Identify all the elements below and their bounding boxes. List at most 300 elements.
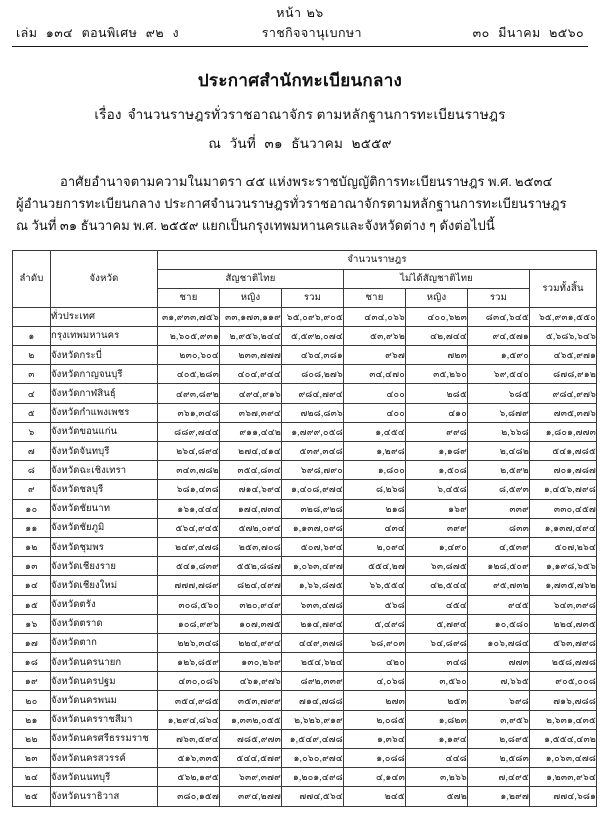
row-nonthai-female: ๓๕,๒๖๐ xyxy=(406,365,468,384)
table-row xyxy=(13,653,597,672)
row-province: จังหวัดตราด xyxy=(51,614,158,633)
row-nonthai-male: ๔๐๐ xyxy=(344,403,406,422)
page-label: หน้า xyxy=(276,6,302,20)
subject-keyword: เรื่อง xyxy=(94,106,122,122)
effective-day: ๓๑ xyxy=(264,135,283,151)
row-thai-total: ๑,๕๔๙,๔๗๘ xyxy=(282,729,344,748)
row-grand-total: ๑,๑๓๗,๔๙๔ xyxy=(530,518,597,537)
paragraph-line-2: ผู้อำนวยการทะเบียนกลาง ประกาศจำนวนราษฎรทั่วราชอาณาจักรตามหลักฐานการทะเบียนราษฎร xyxy=(16,195,567,211)
row-thai-male: ๕๔๑,๘๓๙ xyxy=(158,557,220,576)
row-nonthai-total: ๔,๕๓๙ xyxy=(468,537,530,556)
row-nonthai-total: ๗,๖๖๕ xyxy=(468,672,530,691)
row-grand-total: ๒๒๔,๗๓๕ xyxy=(530,614,597,633)
row-grand-total: ๑,๔๕๖,๗๙๘ xyxy=(530,480,597,499)
row-thai-total: ๑,๐๖๓,๔๙๗ xyxy=(282,557,344,576)
row-thai-female: ๕๗๒,๐๙๔ xyxy=(220,518,282,537)
row-thai-male: ๒๔๙,๔๗๘ xyxy=(158,537,220,556)
row-thai-male: ๖๘๑,๔๓๘ xyxy=(158,480,220,499)
row-thai-female: ๓๙๔,๒๗๗ xyxy=(220,787,282,806)
row-thai-female: ๓๕๔,๘๓๔ xyxy=(220,461,282,480)
row-grand-total: ๔๖๕,๙๗๑ xyxy=(530,346,597,365)
row-nonthai-male: ๕๓,๙๖๒ xyxy=(344,326,406,345)
document-effective-date xyxy=(10,132,590,154)
row-seq: ๒๒ xyxy=(13,729,51,748)
row-thai-male: ๒๓๐,๖๐๔ xyxy=(158,346,220,365)
row-province: จังหวัดนครศรีธรรมราช xyxy=(51,729,158,748)
row-nonthai-total: ๒,๖๖๘ xyxy=(468,422,530,441)
row-thai-female: ๑๐๗,๓๗๕ xyxy=(220,614,282,633)
row-nonthai-male: ๒๔๕ xyxy=(344,787,406,806)
row-thai-total: ๓๒๘,๙๒๘ xyxy=(282,499,344,518)
row-thai-total: ๖๓๓,๔๗๘ xyxy=(282,595,344,614)
row-thai-female: ๔๖๑,๙๗๖ xyxy=(220,672,282,691)
row-nonthai-total: ๓๓๙ xyxy=(468,499,530,518)
row-seq: ๑๗ xyxy=(13,633,51,652)
row-nonthai-male: ๔๐๐ xyxy=(344,384,406,403)
row-seq: ๖ xyxy=(13,422,51,441)
row-thai-total: ๗๑๔,๗๘๘ xyxy=(282,691,344,710)
row-seq: ๒ xyxy=(13,346,51,365)
row-nonthai-total: ๖๙,๕๔๐ xyxy=(468,365,530,384)
row-grand-total: ๑,๕๕๔,๔๓๒ xyxy=(530,729,597,748)
row-grand-total: ๘๗๘,๙๑๒ xyxy=(530,365,597,384)
table-row xyxy=(13,672,597,691)
table-row xyxy=(13,557,597,576)
row-nonthai-male: ๔,๐๖๘ xyxy=(344,672,406,691)
row-province: จังหวัดนราธิวาส xyxy=(51,787,158,806)
row-nonthai-female: ๒๕๓ xyxy=(406,691,468,710)
table-row xyxy=(13,710,597,729)
row-nonthai-male: ๒๗๓ xyxy=(344,691,406,710)
row-nonthai-male: ๖๖,๕๕๔ xyxy=(344,576,406,595)
col-header-thai-total: รวม xyxy=(282,288,344,307)
section-number: ๙๒ xyxy=(145,25,164,40)
row-thai-total: ๘๐๘,๒๗๖ xyxy=(282,365,344,384)
row-nonthai-male: ๔๒๐ xyxy=(344,653,406,672)
row-nonthai-female: ๙๙๘ xyxy=(406,422,468,441)
row-nonthai-total: ๖,๘๗๙ xyxy=(468,403,530,422)
row-nonthai-male: ๘,๒๖๘ xyxy=(344,480,406,499)
row-thai-male: ๑๐๘,๙๙๖ xyxy=(158,614,220,633)
row-thai-male: ๓๘๐,๑๕๗ xyxy=(158,787,220,806)
row-province: จังหวัดกระบี่ xyxy=(51,346,158,365)
row-thai-male: ๓๑,๙๓๓,๗๕๖ xyxy=(158,307,220,326)
row-grand-total: ๑,๒๓๓,๙๖๔ xyxy=(530,768,597,787)
row-nonthai-total: ๙๔,๕๗๑ xyxy=(468,326,530,345)
row-nonthai-total: ๖๘๕ xyxy=(468,384,530,403)
row-thai-total: ๑,๑๓๗,๐๙๘ xyxy=(282,518,344,537)
row-grand-total: ๕๔๑,๗๘๕ xyxy=(530,442,597,461)
row-thai-female: ๔๙๔,๙๑๖ xyxy=(220,384,282,403)
paragraph-line-1-text: อาศัยอำนาจตามความในมาตรา ๔๕ แห่งพระราชบัญญัติการทะเบียนราษฎร พ.ศ. ๒๕๓๔ xyxy=(60,173,553,189)
row-province: จังหวัดนครสวรรค์ xyxy=(51,749,158,768)
row-thai-total: ๗๒๘,๘๓๖ xyxy=(282,403,344,422)
row-nonthai-total: ๓,๙๕๖ xyxy=(468,710,530,729)
date-prefix: ณ xyxy=(208,135,222,151)
table-row xyxy=(13,403,597,422)
row-nonthai-total: ๘๓๔,๖๔๕ xyxy=(468,307,530,326)
row-nonthai-male: ๖๘,๙๐๓ xyxy=(344,633,406,652)
row-thai-total: ๔๖๔,๓๘๑ xyxy=(282,346,344,365)
table-row xyxy=(13,307,597,326)
row-nonthai-male: ๔๓๔,๐๖๖ xyxy=(344,307,406,326)
row-nonthai-female: ๒๘๕ xyxy=(406,384,468,403)
row-seq: ๑๖ xyxy=(13,614,51,633)
row-nonthai-female: ๓,๒๖๖ xyxy=(406,768,468,787)
table-row xyxy=(13,768,597,787)
row-seq: ๒๐ xyxy=(13,691,51,710)
row-seq: ๑๕ xyxy=(13,595,51,614)
row-nonthai-male: ๑,๓๖๔ xyxy=(344,729,406,748)
row-nonthai-female: ๑๖๙ xyxy=(406,499,468,518)
row-grand-total: ๕๐๗,๒๖๔ xyxy=(530,537,597,556)
header-row-1 xyxy=(13,250,597,269)
row-thai-female: ๓๒๐,๙๔๙ xyxy=(220,595,282,614)
row-thai-female: ๘๒๔,๔๙๗ xyxy=(220,576,282,595)
row-province: จังหวัดตรัง xyxy=(51,595,158,614)
row-grand-total: ๓๓๐,๔๕๗ xyxy=(530,499,597,518)
document-subject xyxy=(10,103,590,125)
row-nonthai-female: ๕,๗๙๔ xyxy=(406,614,468,633)
row-thai-male: ๓๖๑,๓๔๘ xyxy=(158,403,220,422)
row-thai-female: ๗๑๔,๖๙๔ xyxy=(220,480,282,499)
row-province: จังหวัดกาญจนบุรี xyxy=(51,365,158,384)
row-nonthai-male: ๔,๑๔๓ xyxy=(344,768,406,787)
col-header-grand-total: รวมทั้งสิ้น xyxy=(530,269,597,307)
row-nonthai-female: ๑,๘๒๓ xyxy=(406,710,468,729)
paragraph-line-1 xyxy=(16,171,584,193)
row-grand-total: ๑,๘๐๑,๗๗๓ xyxy=(530,422,597,441)
row-seq: ๒๔ xyxy=(13,768,51,787)
row-thai-total: ๖๕,๐๙๖,๙๐๕ xyxy=(282,307,344,326)
row-nonthai-female: ๑,๕๐๘ xyxy=(406,461,468,480)
row-seq: ๕ xyxy=(13,403,51,422)
row-grand-total: ๗๐๑,๗๘๗ xyxy=(530,461,597,480)
row-thai-female: ๒๕๓,๗๐๘ xyxy=(220,537,282,556)
row-province: จังหวัดนครพนม xyxy=(51,691,158,710)
row-thai-female: ๒๗๔,๔๑๔ xyxy=(220,442,282,461)
col-header-thai-nationality: สัญชาติไทย xyxy=(158,269,344,288)
row-nonthai-male: ๓๔,๔๗๐ xyxy=(344,365,406,384)
row-thai-female: ๔๐๔,๙๔๔ xyxy=(220,365,282,384)
row-thai-female: ๓๕๓,๗๙๙ xyxy=(220,691,282,710)
row-nonthai-female: ๓๙๙ xyxy=(406,518,468,537)
table-row xyxy=(13,346,597,365)
row-nonthai-female: ๑,๑๙๔ xyxy=(406,729,468,748)
table-row xyxy=(13,499,597,518)
row-thai-male: ๑๒๖,๘๕๙ xyxy=(158,653,220,672)
row-thai-male: ๔๙๓,๘๙๒ xyxy=(158,384,220,403)
table-row xyxy=(13,787,597,806)
effective-month: ธันวาคม xyxy=(291,135,344,151)
row-nonthai-female: ๔๕๔ xyxy=(406,595,468,614)
row-nonthai-total: ๑๒๘,๕๐๙ xyxy=(468,557,530,576)
date-word: วันที่ xyxy=(229,135,256,151)
row-thai-male: ๑๖๑,๔๔๔ xyxy=(158,499,220,518)
table-row xyxy=(13,480,597,499)
row-thai-total: ๕,๕๙๒,๐๗๔ xyxy=(282,326,344,345)
row-thai-female: ๓๖๗,๓๙๔ xyxy=(220,403,282,422)
row-seq: ๑๘ xyxy=(13,653,51,672)
row-thai-male: ๕๖๒,๑๙๕ xyxy=(158,768,220,787)
row-grand-total: ๗๗๔,๖๘๑ xyxy=(530,787,597,806)
row-thai-total: ๙๘๔,๗๙๔ xyxy=(282,384,344,403)
row-thai-male: ๒,๖๐๕,๙๓๑ xyxy=(158,326,220,345)
col-header-province: จังหวัด xyxy=(51,250,158,307)
volume-number: ๑๓๔ xyxy=(45,25,74,40)
table-row xyxy=(13,518,597,537)
row-nonthai-female: ๔๔๘ xyxy=(406,749,468,768)
row-province: ทั่วประเทศ xyxy=(51,307,158,326)
col-header-population: จำนวนราษฎร xyxy=(158,250,597,269)
row-seq: ๑๙ xyxy=(13,672,51,691)
row-nonthai-male: ๒,๐๘๕ xyxy=(344,710,406,729)
row-nonthai-total: ๒,๔๘๒ xyxy=(468,442,530,461)
date-year: ๒๕๖๐ xyxy=(549,25,584,40)
subject-text: จำนวนราษฎรทั่วราชอาณาจักร ตามหลักฐานการทะเบียนราษฎร xyxy=(127,106,506,122)
row-province: จังหวัดตาก xyxy=(51,633,158,652)
date-day: ๓๐ xyxy=(472,25,490,40)
table-row xyxy=(13,691,597,710)
row-thai-female: ๑,๓๓๒,๐๕๕ xyxy=(220,710,282,729)
col-header-nonthai-male: ชาย xyxy=(344,288,406,307)
volume-info xyxy=(16,23,179,43)
row-thai-female: ๕๔๔,๕๗๙ xyxy=(220,749,282,768)
row-grand-total: ๕,๖๘๖,๖๔๖ xyxy=(530,326,597,345)
row-province: จังหวัดนครนายก xyxy=(51,653,158,672)
page-number: ๒๖ xyxy=(306,6,324,20)
row-seq: ๑ xyxy=(13,326,51,345)
row-thai-female: ๑๗๔,๗๓๔ xyxy=(220,499,282,518)
row-thai-total: ๒,๖๒๖,๙๑๙ xyxy=(282,710,344,729)
row-grand-total: ๗๓๕,๓๗๖ xyxy=(530,403,597,422)
row-thai-total: ๑,๗๙๙,๐๕๘ xyxy=(282,422,344,441)
row-thai-female: ๑๓๐,๒๖๙ xyxy=(220,653,282,672)
row-grand-total: ๑,๑๙๘,๖๕๖ xyxy=(530,557,597,576)
row-nonthai-female: ๖๔,๘๙๘ xyxy=(406,633,468,652)
table-header xyxy=(13,250,597,307)
row-nonthai-female: ๗๒๓ xyxy=(406,346,468,365)
row-thai-total: ๒๑๔,๗๙๔ xyxy=(282,614,344,633)
row-thai-male: ๘๘๙,๗๔๔ xyxy=(158,422,220,441)
row-province: จังหวัดชัยนาท xyxy=(51,499,158,518)
running-head-row xyxy=(10,22,590,43)
row-grand-total: ๑,๐๖๓,๔๗๘ xyxy=(530,749,597,768)
row-nonthai-male: ๕๕๔,๒๗ xyxy=(344,557,406,576)
table-row xyxy=(13,461,597,480)
table-row xyxy=(13,749,597,768)
row-nonthai-female: ๔๒,๗๔๔ xyxy=(406,326,468,345)
row-nonthai-total: ๒,๕๘๓ xyxy=(468,749,530,768)
row-thai-female: ๒๒๔,๙๙๔ xyxy=(220,633,282,652)
row-seq: ๔ xyxy=(13,384,51,403)
table-row xyxy=(13,442,597,461)
row-nonthai-female: ๔๒,๕๔๔ xyxy=(406,576,468,595)
row-seq: ๒๕ xyxy=(13,787,51,806)
table-row xyxy=(13,384,597,403)
col-header-thai-male: ชาย xyxy=(158,288,220,307)
row-nonthai-male: ๙๖๗ xyxy=(344,346,406,365)
row-grand-total: ๖๕,๙๓๑,๕๕๐ xyxy=(530,307,597,326)
table-row xyxy=(13,326,597,345)
row-thai-total: ๒๕๔,๖๒๔ xyxy=(282,653,344,672)
table-row xyxy=(13,365,597,384)
body-paragraph xyxy=(10,171,590,238)
table-row xyxy=(13,729,597,748)
row-nonthai-male: ๒,๐๙๔ xyxy=(344,537,406,556)
row-grand-total: ๗๑๖,๗๘๘ xyxy=(530,691,597,710)
row-thai-female: ๒๓๓,๗๗๗ xyxy=(220,346,282,365)
row-grand-total: ๕๖๓,๗๙๘ xyxy=(530,633,597,652)
volume-label: เล่ม xyxy=(16,25,38,40)
row-thai-total: ๑,๔๐๘,๙๗๔ xyxy=(282,480,344,499)
col-header-seq: ลำดับ xyxy=(13,250,51,307)
row-province: จังหวัดนนทบุรี xyxy=(51,768,158,787)
row-thai-female: ๗๘๕,๙๗๓ xyxy=(220,729,282,748)
row-grand-total: ๑,๗๓๕,๗๖๒ xyxy=(530,576,597,595)
row-grand-total: ๙๐๕,๐๐๘ xyxy=(530,672,597,691)
row-seq: ๑๔ xyxy=(13,576,51,595)
row-nonthai-female: ๑,๔๙๐ xyxy=(406,537,468,556)
row-thai-male: ๓๐๘,๕๖๐ xyxy=(158,595,220,614)
row-province: จังหวัดชลบุรี xyxy=(51,480,158,499)
section-letter: ง xyxy=(172,25,180,40)
row-thai-total: ๗๗๔,๕๖๔ xyxy=(282,787,344,806)
row-thai-total: ๑,๒๐๑,๔๙๘ xyxy=(282,768,344,787)
row-thai-total: ๑,๖๖,๘๗๕ xyxy=(282,576,344,595)
row-thai-total: ๕๐๗,๖๙๔ xyxy=(282,537,344,556)
row-nonthai-total: ๘๓๓ xyxy=(468,518,530,537)
population-table xyxy=(12,250,597,807)
row-nonthai-female: ๓,๕๖๐ xyxy=(406,672,468,691)
row-nonthai-female: ๖๓,๘๗๕ xyxy=(406,557,468,576)
row-thai-male: ๗๖๓,๕๙๔ xyxy=(158,729,220,748)
row-province: จังหวัดชุมพร xyxy=(51,537,158,556)
row-nonthai-male: ๑,๐๘๘ xyxy=(344,749,406,768)
row-seq: ๓ xyxy=(13,365,51,384)
row-grand-total: ๙๘๔,๙๗๖ xyxy=(530,384,597,403)
row-province: จังหวัดนครราชสีมา xyxy=(51,710,158,729)
row-seq: ๑๒ xyxy=(13,537,51,556)
gazette-name: ราชกิจจานุเบกษา xyxy=(261,25,362,40)
row-nonthai-total: ๑,๒๙๗ xyxy=(468,787,530,806)
row-nonthai-total: ๗๗๓ xyxy=(468,653,530,672)
row-province: กรุงเทพมหานคร xyxy=(51,326,158,345)
row-thai-male: ๗๗๗,๗๘๙ xyxy=(158,576,220,595)
row-seq: ๗ xyxy=(13,442,51,461)
row-thai-male: ๓๔๓,๗๘๒ xyxy=(158,461,220,480)
page-number-line xyxy=(10,6,590,22)
page-title: ประกาศสำนักทะเบียนกลาง xyxy=(197,70,403,90)
row-thai-female: ๙๑๑,๔๔๒ xyxy=(220,422,282,441)
effective-year: ๒๕๕๙ xyxy=(351,135,392,151)
row-nonthai-female: ๓๔๘ xyxy=(406,653,468,672)
publication-date xyxy=(473,23,584,43)
row-nonthai-male: ๑,๘๐๐ xyxy=(344,461,406,480)
row-nonthai-female: ๔๐๐,๖๒๓ xyxy=(406,307,468,326)
row-nonthai-total: ๙๕,๗๓๒ xyxy=(468,576,530,595)
row-nonthai-female: ๕๗๒ xyxy=(406,787,468,806)
row-thai-male: ๕๑๖,๓๓๕ xyxy=(158,749,220,768)
row-seq: ๘ xyxy=(13,461,51,480)
row-grand-total: ๒๕๘,๗๗๘ xyxy=(530,653,597,672)
row-nonthai-male: ๔๓๔ xyxy=(344,518,406,537)
row-province: จังหวัดเชียงราย xyxy=(51,557,158,576)
row-province: จังหวัดขอนแก่น xyxy=(51,422,158,441)
table-row xyxy=(13,633,597,652)
row-thai-male: ๔๐๕,๒๘๓ xyxy=(158,365,220,384)
table-body xyxy=(13,307,597,806)
table-row xyxy=(13,576,597,595)
row-nonthai-total: ๑๐,๕๘๐ xyxy=(468,614,530,633)
row-nonthai-total: ๙๔๕ xyxy=(468,595,530,614)
row-thai-female: ๓๓,๑๗๓,๑๑๙ xyxy=(220,307,282,326)
row-province: จังหวัดเชียงใหม่ xyxy=(51,576,158,595)
row-seq: ๑๐ xyxy=(13,499,51,518)
table-row xyxy=(13,422,597,441)
row-nonthai-total: ๒,๘๙๕ xyxy=(468,729,530,748)
row-thai-male: ๕๖๔,๙๔๕ xyxy=(158,518,220,537)
row-grand-total: ๖๔๓,๓๙๘ xyxy=(530,595,597,614)
table-row xyxy=(13,614,597,633)
row-nonthai-male: ๑,๔๕๔ xyxy=(344,422,406,441)
row-grand-total: ๒,๖๓๑,๔๓๕ xyxy=(530,710,597,729)
col-header-non-thai-nationality: ไม่ได้สัญชาติไทย xyxy=(344,269,530,288)
row-province: จังหวัดนครปฐม xyxy=(51,672,158,691)
row-province: จังหวัดกาฬสินธุ์ xyxy=(51,384,158,403)
row-nonthai-female: ๑,๑๘๙ xyxy=(406,442,468,461)
row-nonthai-male: ๕๖๘ xyxy=(344,595,406,614)
header-divider xyxy=(12,46,588,47)
row-thai-total: ๔๔๙,๓๗๘ xyxy=(282,633,344,652)
row-seq: ๑๓ xyxy=(13,557,51,576)
col-header-nonthai-total: รวม xyxy=(468,288,530,307)
section-label: ตอนพิเศษ xyxy=(81,25,138,40)
col-header-nonthai-female: หญิง xyxy=(406,288,468,307)
row-nonthai-total: ๗,๔๙๕ xyxy=(468,768,530,787)
row-nonthai-total: ๒,๕๙๒ xyxy=(468,461,530,480)
row-nonthai-total: ๖๙๘ xyxy=(468,691,530,710)
row-seq: ๑๑ xyxy=(13,518,51,537)
row-nonthai-total: ๑๐๖,๗๘๔ xyxy=(468,633,530,652)
row-thai-total: ๑,๐๖๐,๙๗๔ xyxy=(282,749,344,768)
row-province: จังหวัดฉะเชิงเทรา xyxy=(51,461,158,480)
row-seq: ๙ xyxy=(13,480,51,499)
paragraph-line-3: ณ วันที่ ๓๑ ธันวาคม พ.ศ. ๒๕๕๙ แยกเป็นกรุงเทพมหานครและจังหวัดต่าง ๆ ดังต่อไปนี้ xyxy=(16,218,495,234)
row-province: จังหวัดชัยภูมิ xyxy=(51,518,158,537)
row-province: จังหวัดกำแพงเพชร xyxy=(51,403,158,422)
row-province: จังหวัดจันทบุรี xyxy=(51,442,158,461)
row-nonthai-male: ๑,๒๙๘ xyxy=(344,442,406,461)
row-thai-male: ๔๓๐,๐๘๖ xyxy=(158,672,220,691)
row-nonthai-male: ๒๑๘ xyxy=(344,499,406,518)
row-thai-male: ๒๒๖,๓๔๘ xyxy=(158,633,220,652)
row-thai-male: ๓๕๔,๙๘๕ xyxy=(158,691,220,710)
row-thai-female: ๖๓๙,๓๗๙ xyxy=(220,768,282,787)
row-seq xyxy=(13,307,51,326)
row-seq: ๒๓ xyxy=(13,749,51,768)
population-table-wrapper xyxy=(10,250,597,807)
row-thai-female: ๕๕๒,๘๘๗ xyxy=(220,557,282,576)
date-month: มีนาคม xyxy=(498,25,541,40)
row-thai-total: ๕๓๙,๓๔๘ xyxy=(282,442,344,461)
row-thai-male: ๑,๒๙๔,๘๖๔ xyxy=(158,710,220,729)
col-header-thai-female: หญิง xyxy=(220,288,282,307)
row-nonthai-total: ๘,๕๙๓ xyxy=(468,480,530,499)
row-thai-female: ๒,๙๕๖,๒๔๔ xyxy=(220,326,282,345)
row-nonthai-female: ๔๑๐ xyxy=(406,403,468,422)
row-seq: ๒๑ xyxy=(13,710,51,729)
